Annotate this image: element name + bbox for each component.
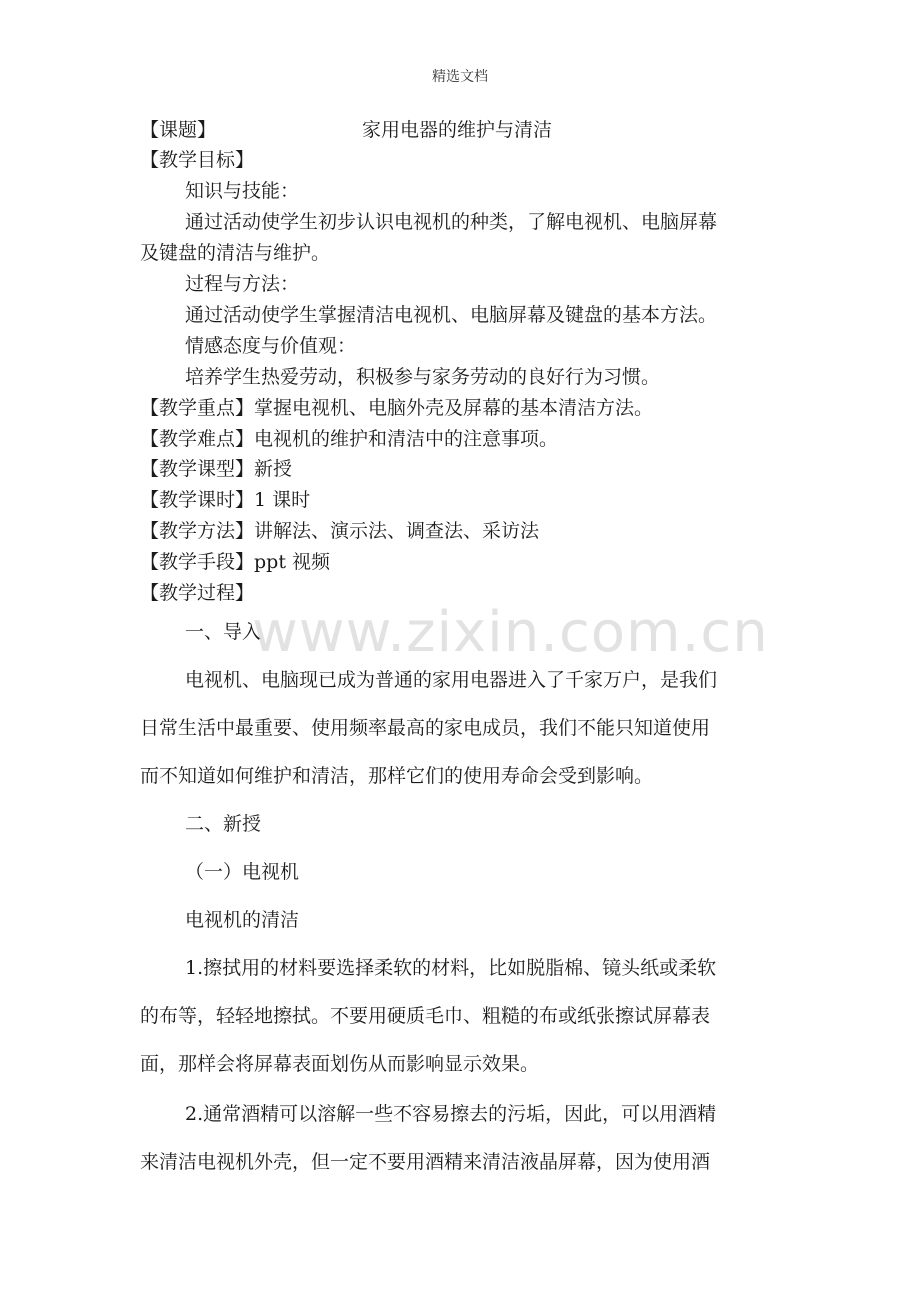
process-text: 通过活动使学生掌握清洁电视机、电脑屏幕及键盘的基本方法。 bbox=[185, 304, 718, 326]
knowledge-text-1: 通过活动使学生初步认识电视机的种类，了解电视机、电脑屏幕 bbox=[185, 211, 718, 233]
objectives-label: 【教学目标】 bbox=[140, 149, 255, 171]
paragraph-1-line-3: 面，那样会将屏幕表面划伤从而影响显示效果。 bbox=[140, 1053, 540, 1075]
teaching-methods: 【教学方法】讲解法、演示法、调查法、采访法 bbox=[140, 520, 540, 542]
topic-label: 【课题】 bbox=[140, 119, 217, 141]
subsection-tv-heading: （一）电视机 bbox=[185, 861, 300, 883]
teaching-tools: 【教学手段】ppt 视频 bbox=[140, 551, 331, 573]
section-new-heading: 二、新授 bbox=[185, 813, 262, 835]
process-heading: 【教学过程】 bbox=[140, 582, 255, 604]
tv-cleaning-heading: 电视机的清洁 bbox=[185, 909, 300, 931]
intro-paragraph-line-3: 而不知道如何维护和清洁，那样它们的使用寿命会受到影响。 bbox=[140, 765, 654, 787]
process-label: 过程与方法： bbox=[185, 273, 300, 295]
knowledge-text-2: 及键盘的清洁与维护。 bbox=[140, 242, 331, 264]
emotion-label: 情感态度与价值观： bbox=[185, 335, 357, 357]
key-point: 【教学重点】掌握电视机、电脑外壳及屏幕的基本清洁方法。 bbox=[140, 397, 654, 419]
knowledge-label: 知识与技能： bbox=[185, 180, 300, 202]
section-intro-heading: 一、导入 bbox=[185, 621, 262, 643]
difficulty: 【教学难点】电视机的维护和清洁中的注意事项。 bbox=[140, 428, 559, 450]
topic-title: 家用电器的维护与清洁 bbox=[362, 119, 553, 141]
intro-paragraph-line-2: 日常生活中最重要、使用频率最高的家电成员，我们不能只知道使用 bbox=[140, 717, 711, 739]
paragraph-2-line-1: 2.通常酒精可以溶解一些不容易擦去的污垢，因此，可以用酒精 bbox=[185, 1103, 717, 1125]
lesson-hours: 【教学课时】1 课时 bbox=[140, 489, 311, 511]
topic-line bbox=[140, 118, 552, 142]
emotion-text: 培养学生热爱劳动，积极参与家务劳动的良好行为习惯。 bbox=[185, 366, 661, 388]
watermark-text: www.zixin.com.cn bbox=[252, 600, 769, 665]
paragraph-1-line-1: 1.擦拭用的材料要选择柔软的材料，比如脱脂棉、镜头纸或柔软 bbox=[185, 957, 717, 979]
page-header: 精选文档 bbox=[432, 69, 488, 85]
intro-paragraph-line-1: 电视机、电脑现已成为普通的家用电器进入了千家万户，是我们 bbox=[185, 669, 718, 691]
paragraph-1-line-2: 的布等，轻轻地擦拭。不要用硬质毛巾、粗糙的布或纸张擦试屏幕表 bbox=[140, 1005, 711, 1027]
paragraph-2-line-2: 来清洁电视机外壳，但一定不要用酒精来清洁液晶屏幕，因为使用酒 bbox=[140, 1151, 711, 1173]
lesson-type: 【教学课型】新授 bbox=[140, 458, 293, 480]
